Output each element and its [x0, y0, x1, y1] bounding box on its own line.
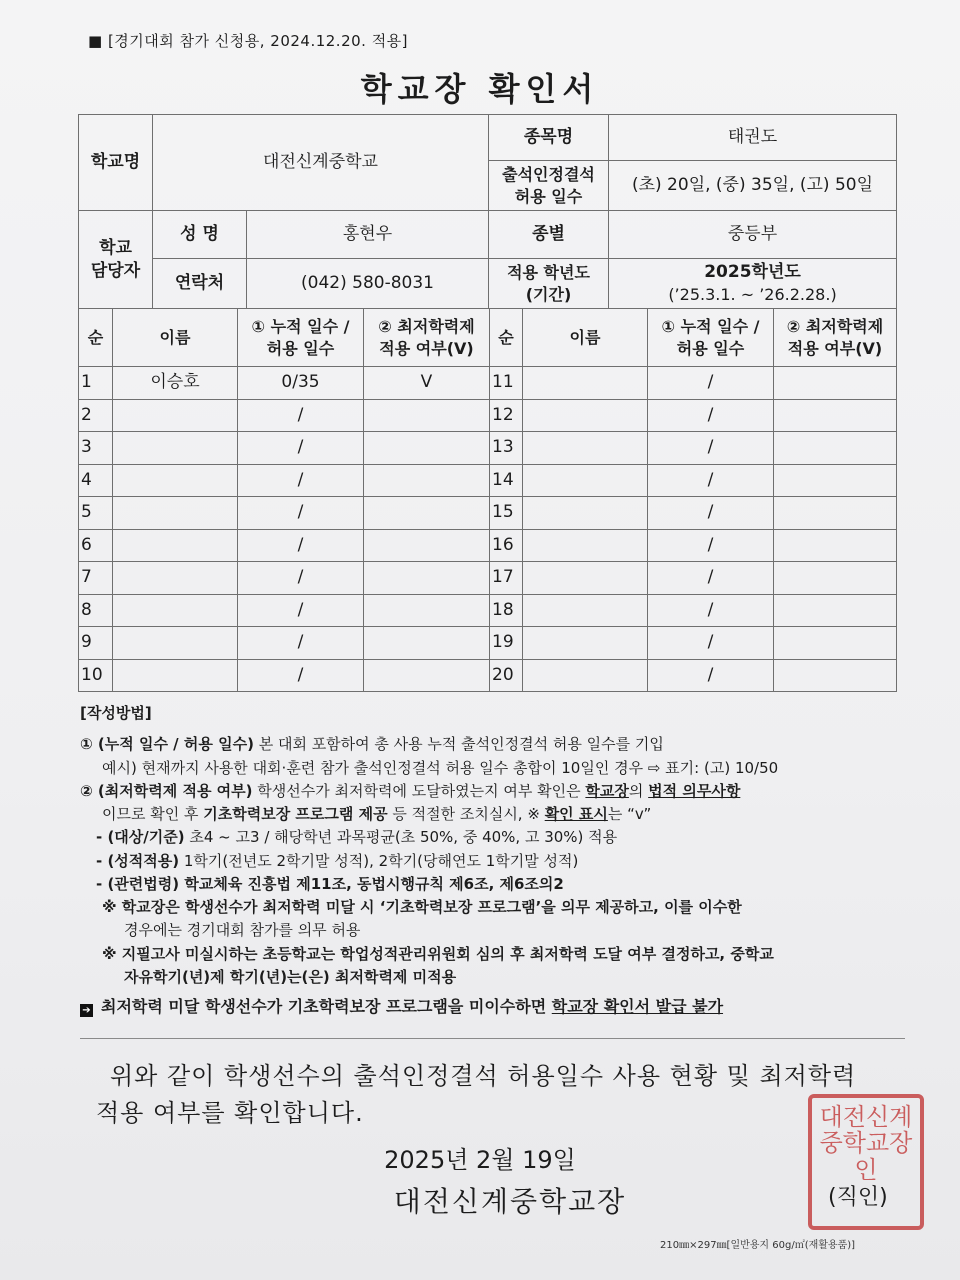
instr-1-example: 예시) 현재까지 사용한 대회·훈련 참가 출석인정결석 허용 일수 총합이 10일인 경우 ⇨ 표기: (고) 10/50 — [102, 758, 779, 777]
contact-value: (042) 580-8031 — [247, 259, 489, 309]
instructions-section — [80, 702, 910, 1020]
roster-cell-name — [523, 464, 648, 497]
roster-cell-min — [774, 529, 897, 562]
seal-label: (직인) — [828, 1185, 888, 1210]
school-year-cell — [609, 259, 897, 309]
roster-cell-min — [774, 367, 897, 400]
roster-cell-min — [364, 464, 490, 497]
roster-cell-no: 5 — [79, 497, 113, 530]
roster-cell-name — [523, 594, 648, 627]
roster-header-days: ① 누적 일수 / 허용 일수 — [238, 309, 364, 367]
roster-cell-no: 15 — [490, 497, 523, 530]
roster-cell-min — [774, 627, 897, 660]
roster-cell-min: V — [364, 367, 490, 400]
roster-cell-min — [774, 399, 897, 432]
roster-cell-no: 18 — [490, 594, 523, 627]
roster-cell-min — [774, 432, 897, 465]
roster-cell-min — [364, 432, 490, 465]
roster-cell-days: / — [648, 497, 774, 530]
instr-2-title: ② (최저학력제 적용 여부) — [80, 781, 253, 800]
roster-cell-no: 4 — [79, 464, 113, 497]
roster-cell-days: / — [238, 432, 364, 465]
roster-header-name: 이름 — [523, 309, 648, 367]
roster-cell-days: / — [238, 497, 364, 530]
roster-cell-name — [523, 399, 648, 432]
arrow-box-icon: ➔ — [80, 1004, 93, 1017]
roster-cell-name — [523, 497, 648, 530]
roster-cell-name — [113, 432, 238, 465]
roster-cell-days: / — [238, 529, 364, 562]
school-year-period: (’25.3.1. ~ ’26.2.28.) — [668, 285, 837, 305]
roster-cell-min — [774, 594, 897, 627]
roster-cell-no: 13 — [490, 432, 523, 465]
roster-header-days: ① 누적 일수 / 허용 일수 — [648, 309, 774, 367]
issue-date: 2025년 2월 19일 — [384, 1146, 576, 1174]
note-2-line1: ※ 지필고사 미실시하는 초등학교는 학업성적관리위원회 심의 후 최저학력 도달 여부 결정하고, 중학교 — [102, 944, 774, 963]
roster-row — [79, 399, 897, 432]
roster-cell-name — [523, 367, 648, 400]
roster-cell-name — [523, 659, 648, 692]
instr-2-principal: 학교장 — [585, 781, 629, 800]
staff-name-label: 성 명 — [153, 211, 247, 259]
instr-2-mark: 확인 표시 — [544, 805, 608, 823]
roster-cell-days: / — [648, 529, 774, 562]
roster-cell-min — [364, 497, 490, 530]
instr-2-legal-duty: 법적 의무사항 — [648, 781, 741, 800]
absence-days-value: (초) 20일, (중) 35일, (고) 50일 — [609, 161, 897, 211]
roster-row — [79, 627, 897, 660]
section-divider — [80, 1038, 905, 1039]
detail-law-text: 학교체육 진흥법 제11조, 동법시행규칙 제6조, 제6조의2 — [179, 874, 564, 893]
roster-cell-days: / — [648, 659, 774, 692]
roster-cell-days: / — [648, 627, 774, 660]
roster-cell-days: / — [648, 594, 774, 627]
roster-cell-days: / — [238, 594, 364, 627]
roster-row — [79, 367, 897, 400]
roster-cell-no: 10 — [79, 659, 113, 692]
roster-row — [79, 529, 897, 562]
roster-row — [79, 464, 897, 497]
roster-header-min-academic: ② 최저학력제 적용 여부(V) — [364, 309, 490, 367]
roster-cell-min — [774, 464, 897, 497]
roster-cell-min — [364, 399, 490, 432]
instr-2-line2e: 는 “v” — [607, 805, 652, 823]
school-year-label: 적용 학년도 (기간) — [489, 259, 609, 309]
roster-cell-days: / — [238, 627, 364, 660]
document-title: 학교장 확인서 — [360, 70, 600, 108]
school-year-value: 2025학년도 — [704, 262, 801, 283]
seal-text: 대전신계중학교장인 — [819, 1103, 913, 1184]
roster-cell-no: 11 — [490, 367, 523, 400]
header-info-table — [78, 114, 897, 309]
roster-cell-days: / — [648, 562, 774, 595]
detail-target-title: - (대상/기준) — [96, 828, 185, 847]
roster-cell-name — [523, 627, 648, 660]
confirm-line-1: 위와 같이 학생선수의 출석인정결석 허용일수 사용 현황 및 최저학력 — [110, 1062, 857, 1090]
detail-grade-text: 1학기(전년도 2학기말 성적), 2학기(당해연도 1학기말 성적) — [179, 851, 579, 870]
note-1-line1: ※ 학교장은 학생선수가 최저학력 미달 시 ‘기초학력보장 프로그램’을 의무 제공하고, 이를 이수한 — [102, 898, 742, 916]
roster-cell-days: 0/35 — [238, 367, 364, 400]
roster-cell-no: 8 — [79, 594, 113, 627]
roster-cell-no: 19 — [490, 627, 523, 660]
roster-cell-min — [364, 594, 490, 627]
roster-cell-name — [113, 529, 238, 562]
roster-cell-days: / — [648, 399, 774, 432]
detail-law-title: - (관련법령) — [96, 874, 180, 893]
roster-cell-name — [113, 627, 238, 660]
roster-header-min-academic: ② 최저학력제 적용 여부(V) — [774, 309, 897, 367]
roster-cell-no: 17 — [490, 562, 523, 595]
note-2-line2: 자유학기(년)제 학기(년)는(은) 최저학력제 미적용 — [124, 967, 457, 986]
instr-1-text: 본 대회 포함하여 총 사용 누적 출석인정결석 허용 일수를 기입 — [253, 735, 664, 754]
roster-cell-days: / — [238, 464, 364, 497]
roster-row — [79, 659, 897, 692]
confirm-line-2: 적용 여부를 확인합니다. — [96, 1099, 364, 1128]
instr-2-text2: 의 — [628, 781, 649, 800]
roster-cell-no: 12 — [490, 399, 523, 432]
category-label: 종별 — [489, 211, 609, 259]
roster-header-no: 순 — [490, 309, 523, 367]
roster-row — [79, 432, 897, 465]
roster-cell-no: 2 — [79, 399, 113, 432]
detail-target-text: 초4 ~ 고3 / 해당학년 과목평균(초 50%, 중 40%, 고 30%) 적용 — [184, 828, 618, 847]
instr-1-title: ① (누적 일수 / 허용 일수) — [80, 735, 254, 754]
roster-cell-min — [364, 529, 490, 562]
roster-cell-no: 7 — [79, 562, 113, 595]
roster-body — [79, 367, 897, 692]
roster-row — [79, 594, 897, 627]
roster-cell-days: / — [238, 399, 364, 432]
school-name-value: 대전신계중학교 — [153, 115, 489, 211]
roster-cell-name — [523, 432, 648, 465]
roster-cell-name — [113, 497, 238, 530]
roster-cell-no: 6 — [79, 529, 113, 562]
roster-row — [79, 497, 897, 530]
roster-cell-no: 20 — [490, 659, 523, 692]
roster-cell-min — [774, 659, 897, 692]
roster-header-name: 이름 — [113, 309, 238, 367]
roster-cell-no: 9 — [79, 627, 113, 660]
roster-cell-days: / — [238, 562, 364, 595]
instructions-heading: [작성방법] — [80, 704, 152, 722]
warning-emphasis: 학교장 확인서 발급 불가 — [551, 997, 724, 1016]
roster-cell-no: 3 — [79, 432, 113, 465]
instr-2-line2c: 등 적절한 조치실시, ※ — [387, 805, 545, 823]
roster-cell-name — [113, 399, 238, 432]
sport-label: 종목명 — [489, 115, 609, 161]
roster-cell-name: 이승호 — [113, 367, 238, 400]
roster-cell-name — [113, 659, 238, 692]
roster-cell-min — [774, 497, 897, 530]
athlete-roster-table — [78, 308, 897, 692]
roster-cell-min — [364, 627, 490, 660]
absence-days-label: 출석인정결석 허용 일수 — [489, 161, 609, 211]
roster-cell-name — [113, 464, 238, 497]
roster-cell-min — [364, 562, 490, 595]
roster-cell-days: / — [648, 464, 774, 497]
roster-cell-no: 1 — [79, 367, 113, 400]
detail-grade-title: - (성적적용) — [96, 851, 180, 870]
form-version-label: ■ [경기대회 참가 신청용, 2024.12.20. 적용] — [88, 32, 409, 50]
roster-row — [79, 562, 897, 595]
school-name-label: 학교명 — [79, 115, 153, 211]
paper-spec-footer: 210㎜×297㎜[일반용지 60g/㎡(재활용품)] — [660, 1240, 856, 1251]
instr-2-line2a: 이므로 확인 후 — [102, 805, 204, 823]
principal-title: 대전신계중학교장 — [393, 1185, 627, 1218]
roster-cell-min — [774, 562, 897, 595]
roster-cell-days: / — [648, 367, 774, 400]
contact-label: 연락처 — [153, 259, 247, 309]
confirmation-statement — [96, 1058, 916, 1132]
instr-2-text: 학생선수가 최저학력에 도달하였는지 여부 확인은 — [252, 781, 586, 800]
roster-header-no: 순 — [79, 309, 113, 367]
warning-text: 최저학력 미달 학생선수가 기초학력보장 프로그램을 미이수하면 — [101, 997, 552, 1016]
staff-name-value: 홍현우 — [247, 211, 489, 259]
category-value: 중등부 — [609, 211, 897, 259]
roster-cell-name — [523, 529, 648, 562]
staff-label: 학교 담당자 — [79, 211, 153, 309]
instr-2-program: 기초학력보장 프로그램 제공 — [203, 805, 388, 823]
roster-cell-days: / — [648, 432, 774, 465]
roster-cell-name — [523, 562, 648, 595]
roster-cell-days: / — [238, 659, 364, 692]
roster-cell-name — [113, 562, 238, 595]
roster-cell-no: 14 — [490, 464, 523, 497]
sport-value: 태권도 — [609, 115, 897, 161]
roster-cell-min — [364, 659, 490, 692]
note-1-line2: 경우에는 경기대회 참가를 의무 허용 — [124, 921, 361, 940]
roster-cell-no: 16 — [490, 529, 523, 562]
roster-cell-name — [113, 594, 238, 627]
